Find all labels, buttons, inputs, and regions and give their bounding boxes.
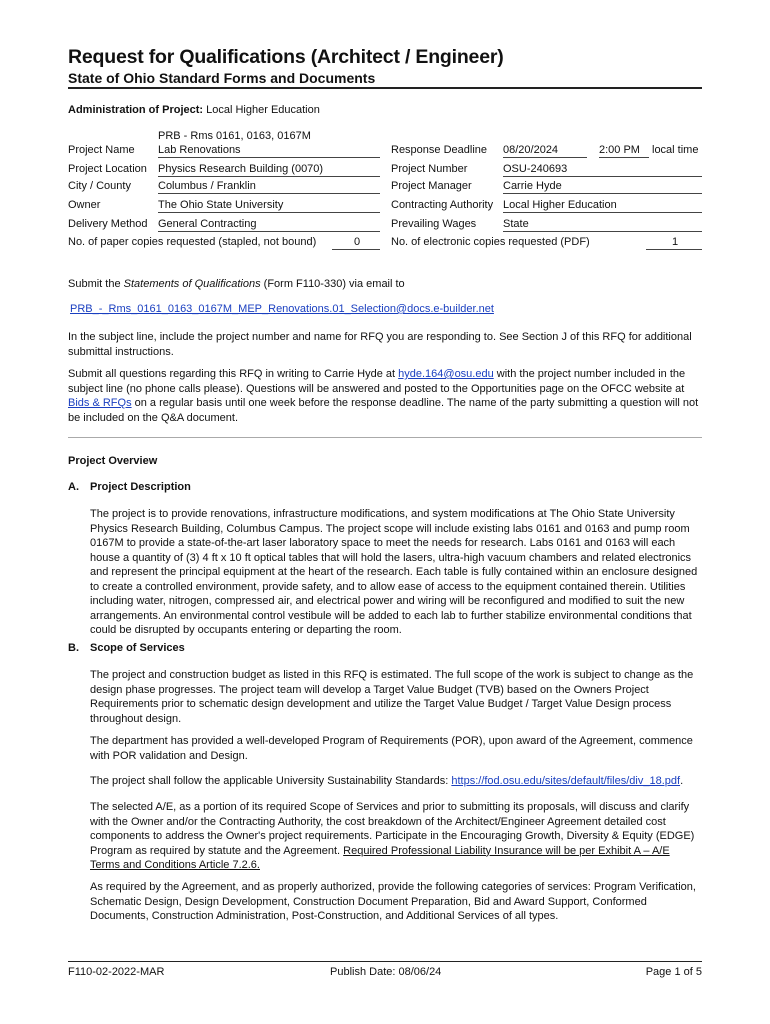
contracting-authority-label: Contracting Authority [391,199,494,211]
project-number-label: Project Number [391,163,468,175]
questions-paragraph [68,367,702,425]
project-manager-value: Carrie Hyde [503,180,562,192]
project-manager-label: Project Manager [391,180,472,192]
project-manager-underline [503,193,702,194]
section-a-letter: A. [68,481,79,493]
owner-underline [158,212,380,213]
project-name-line2: Lab Renovations [158,144,241,156]
questions-text-1: Submit all questions regarding this RFQ in writing to Carrie Hyde at [68,368,399,380]
paper-copies-value: 0 [354,236,361,248]
questions-text-3: on a regular basis until one week before the response deadline. The name of the party submitting a question will not be included on the Q&A document. [68,397,699,424]
electronic-copies-underline [646,249,702,250]
sustainability-tail: . [680,775,684,787]
delivery-method-label: Delivery Method [68,218,148,230]
paper-copies-label: No. of paper copies requested (stapled, not bound) [68,236,317,248]
project-number-value: OSU-240693 [503,163,568,175]
insurance-requirement-text: Required Professional Liability Insurance will be per Exhibit A – A/E Terms and Conditions Article 7.2.6. [90,844,670,871]
administration-line [68,104,320,116]
prevailing-wages-label: Prevailing Wages [391,218,477,230]
submit-tail-text: (Form F110-330) via email to [260,278,405,290]
scope-paragraph-4 [90,800,702,873]
prevailing-wages-underline [503,231,702,232]
contact-email-link[interactable]: hyde.164@osu.edu [398,368,494,380]
scope-paragraph-5: As required by the Agreement, and as properly authorized, provide the following categories of services: Program Verification, Schematic Design, Design Development, Construction Document Preparation, Bid and Award Support, Conformed Documents, Construction Administration, Post-Construction, and Additional Services of all types. [90,881,696,922]
delivery-method-underline [158,231,380,232]
bids-rfqs-link[interactable]: Bids & RFQs [68,397,132,409]
section-b-letter: B. [68,642,79,654]
project-location-label: Project Location [68,163,147,175]
submission-email-line [70,302,704,317]
scope-p4-text: The selected A/E, as a portion of its required Scope of Services and prior to submitting its proposals, will discuss and clarify with the Owner and/or the Contracting Authority, the cost breakdown of the Architect/Engineer Agreement detailed cost components to address the Owner's project requirements. Participate in the Encouraging Growth, Diversity & Equity (EDGE) Program as required by statute and the Agreement. [90,801,695,857]
project-location-underline [158,176,380,177]
scope-paragraph-3 [90,774,702,789]
response-deadline-time: 2:00 PM [599,144,640,156]
scope-paragraph-2: The department has provided a well-developed Program of Requirements (POR), upon award of the Agreement, commence with POR validation and Design. [90,735,693,762]
project-name-label: Project Name [68,144,135,156]
project-name-line1: PRB - Rms 0161, 0163, 0167M [158,130,311,142]
project-number-underline [503,176,702,177]
subject-line-paragraph: In the subject line, include the project number and name for RFQ you are responding to. See Section J of this RFQ for additional submittal instructions. [68,331,692,358]
footer-rule [68,961,702,962]
sustainability-text: The project shall follow the applicable University Sustainability Standards: [90,775,452,787]
administration-label: Administration of Project: [68,104,204,116]
prevailing-wages-value: State [503,218,529,230]
page-title: Request for Qualifications (Architect / Engineer) [68,46,504,68]
city-county-value: Columbus / Franklin [158,180,256,192]
document-page [68,0,702,1024]
owner-label: Owner [68,199,101,211]
section-b-title: Scope of Services [90,642,185,654]
section-a-title: Project Description [90,481,191,493]
response-deadline-time-underline [599,157,649,158]
footer-page-number: Page 1 of 5 [645,966,702,978]
electronic-copies-value: 1 [672,236,679,248]
submit-paragraph [68,277,702,292]
project-overview-heading: Project Overview [68,455,158,467]
contracting-authority-underline [503,212,702,213]
contracting-authority-value: Local Higher Education [503,199,617,211]
footer-form-code: F110-02-2022-MAR [68,966,165,978]
section-divider [68,437,702,438]
sustainability-standards-link[interactable]: https://fod.osu.edu/sites/default/files/div_18.pdf [451,775,681,787]
local-time-label: local time [652,144,699,156]
owner-value: The Ohio State University [158,199,284,211]
city-county-label: City / County [68,180,131,192]
submission-email-link[interactable]: PRB_-_Rms_0161_0163_0167M_MEP_Renovations.01_Selection@docs.e-builder.net [70,303,494,315]
paper-copies-underline [332,249,380,250]
questions-text-2: with the project number included in the subject line (no phone calls please). Questions will be answered and posted to the Opportunities page on the OFCC website at [68,368,686,395]
header-rule [68,87,702,89]
submit-lead-text: Submit the [68,278,124,290]
project-name-underline [158,157,380,158]
delivery-method-value: General Contracting [158,218,257,230]
submit-form-name: Statements of Qualifications [123,278,261,290]
footer-publish-date: Publish Date: 08/06/24 [330,966,442,978]
page-subtitle: State of Ohio Standard Forms and Documents [68,70,376,86]
electronic-copies-label: No. of electronic copies requested (PDF) [391,236,590,248]
scope-paragraph-1: The project and construction budget as listed in this RFQ is estimated. The full scope of the work is subject to change as the design phase progresses. The project team will develop a Target Value Budget (TVB) based on the Owners Project Requirements prior to schematic design development and utilize the Target Value Budget / Target Value Design process throughout design. [90,669,694,725]
project-description-paragraph: The project is to provide renovations, infrastructure modifications, and system modifications at The Ohio State University Physics Research Building, Columbus Campus. The project scope will include existing labs 0161 and 0163 and pump room 0167M to provide a state-of-the-art laser laboratory space to meet the needs for research. Labs 0161 and 0163 will each house a quantity of (3) 4 ft x 10 ft optical tables that will hold the lasers, ultra-high vacuum chambers and related electronics and represent the principal equipment at the heart of the research. Each table is fully contained within an enclosure designed to create a controlled environment, provide safety, and to allow ease of access to the equipment contained therein. Utilities including water, nitrogen, compressed air, and electrical power and wiring will be reconfigured and modified to suit the new arrangements. An environmental control vestibule will be added to each lab to further stabilize environmental conditions that could be disrupted by occupants entering or departing the room. [90,508,698,636]
administration-value: Local Higher Education [206,104,320,116]
response-deadline-label: Response Deadline [391,144,488,156]
project-location-value: Physics Research Building (0070) [158,163,324,175]
response-deadline-date: 08/20/2024 [503,144,559,156]
city-county-underline [158,193,380,194]
response-deadline-date-underline [503,157,587,158]
